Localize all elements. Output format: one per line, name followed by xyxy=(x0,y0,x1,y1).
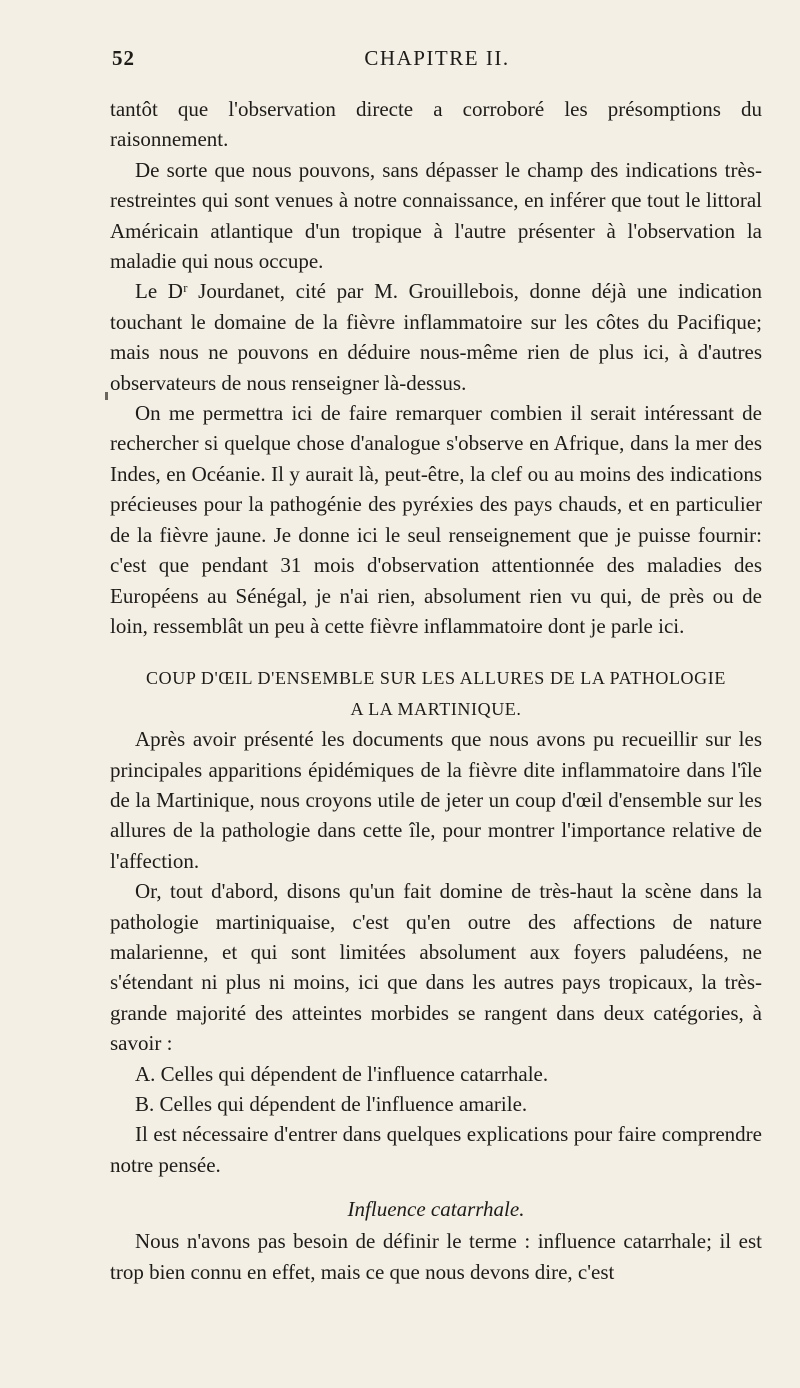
page-number: 52 xyxy=(112,46,135,70)
paragraph: De sorte que nous pouvons, sans dépasser le champ des indications très-restreintes qui sont venues à notre connaissance, en inférer que tout le littoral Américain atlantique d'un tropique à l'autre présenter à l'observation la maladie qui nous occupe. xyxy=(110,157,762,274)
paragraph: On me permettra ici de faire remarquer combien il serait intéressant de rechercher si quelque chose d'analogue s'observe en Afrique, dans la mer des Indes, en Océanie. Il y aurait là, peut-être, la clef ou au moins des indications précieuses pour la pathogénie des pyréxies des pays chauds, et en particulier de la fièvre jaune. Je donne ici le seul renseignement que je puisse fournir: c'est que pendant 31 mois d'observation attentionnée des maladies des Européens au Sénégal, je n'ai rien, absolument rien vu qui, de près ou de loin, ressemblât un peu à cette fièvre inflammatoire dont je parle ici. xyxy=(110,401,762,638)
paragraph: Le Dʳ Jourdanet, cité par M. Grouillebois, donne déjà une indication touchant le domaine de la fièvre inflammatoire sur les côtes du Pacifique; mais nous ne pouvons en déduire nous-même rien de plus ici, à d'autres observateurs de nous renseigner là-dessus. xyxy=(110,279,762,395)
list-item: B. Celles qui dépendent de l'influence amarile. xyxy=(135,1092,528,1116)
section-heading xyxy=(110,663,762,724)
section-heading-line: COUP D'ŒIL D'ENSEMBLE SUR LES ALLURES DE LA PATHOLOGIE xyxy=(146,668,726,689)
chapter-title: CHAPITRE II. xyxy=(364,46,510,70)
list-item: A. Celles qui dépendent de l'influence catarrhale. xyxy=(135,1061,549,1086)
paragraph: Or, tout d'abord, disons qu'un fait domine de très-haut la scène dans la pathologie martiniquaise, c'est qu'en outre des affections de nature malarienne, et qui sont limitées absolument aux foyers paludéens, ne s'étendant ni plus ni moins, ici que dans les autres pays tropicaux, la très-grande majorité des atteintes morbides se rangent dans deux catégories, à savoir : xyxy=(110,879,762,1056)
section-heading-line: A LA MARTINIQUE. xyxy=(350,698,522,719)
body-text xyxy=(110,94,762,1287)
paragraph: Après avoir présenté les documents que nous avons pu recueillir sur les principales apparitions épidémiques de la fièvre dite inflammatoire dans l'île de la Martinique, nous croyons utile de jeter un coup d'œil d'ensemble sur les allures de la pathologie dans cette île, pour montrer l'importance relative de l'affection. xyxy=(110,727,762,873)
running-head xyxy=(112,46,762,74)
paragraph: Nous n'avons pas besoin de définir le terme : influence catarrhale; il est trop bien connu en effet, mais ce que nous devons dire, c'est xyxy=(110,1229,762,1284)
paragraph: tantôt que l'observation directe a corroboré les présomptions du raisonnement. xyxy=(110,97,762,152)
margin-mark xyxy=(105,392,108,400)
subsection-heading: Influence catarrhale. xyxy=(347,1197,525,1222)
paragraph: Il est nécessaire d'entrer dans quelques explications pour faire comprendre notre pensée. xyxy=(110,1122,762,1177)
